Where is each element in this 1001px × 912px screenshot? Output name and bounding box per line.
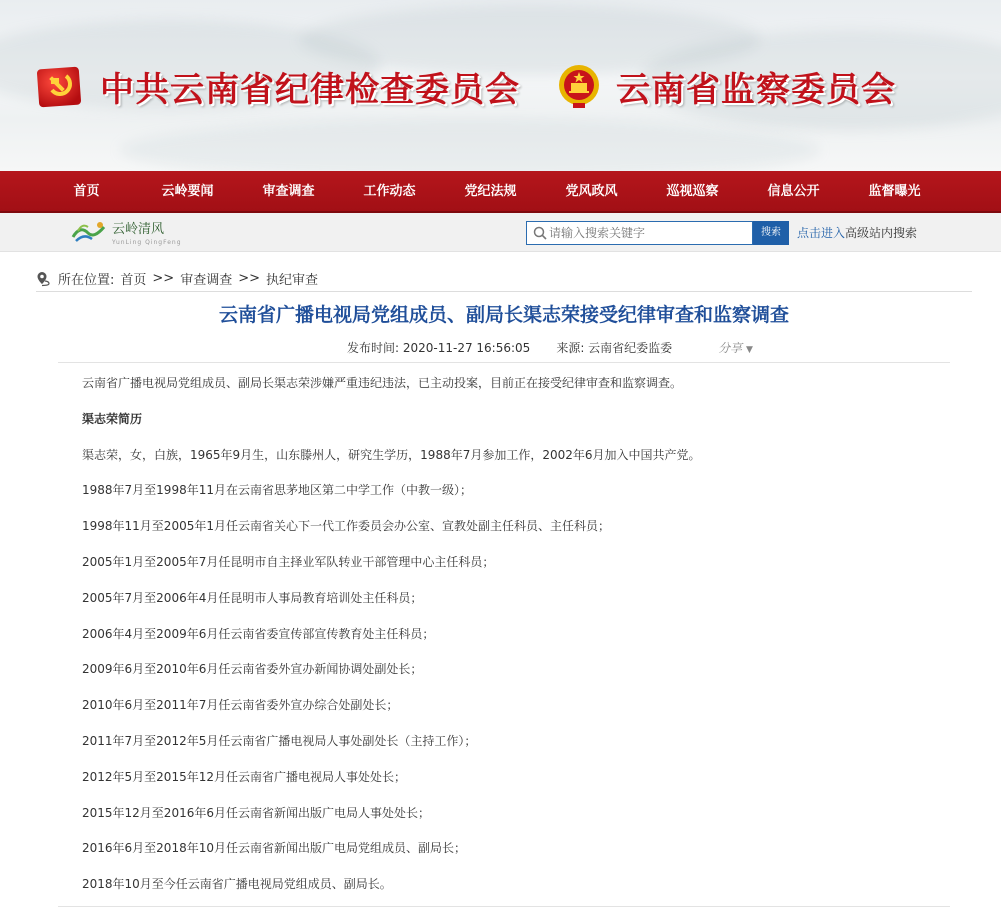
resume-item: 2012年5月至2015年12月任云南省广播电视局人事处处长； [82,769,406,784]
publish-time: 发布时间: 2020-11-27 16:56:05 [347,341,531,355]
article-title: 云南省广播电视局党组成员、副局长渠志荣接受纪律审查和监察调查 [218,304,789,326]
resume-item: 2011年7月至2012年5月任云南省广播电视局人事处副处长（主持工作）； [82,733,477,748]
resume-item: 2018年10月至今任云南省广播电视局党组成员、副局长。 [82,877,392,892]
nav-item-home[interactable]: 首页 [73,184,100,199]
search-field-wrapper [526,221,753,245]
resume-item: 2015年12月至2016年6月任云南省新闻出版广电局人事处处长； [82,805,430,820]
location-pin-icon [36,271,52,287]
nav-item-supervision-exposure[interactable]: 监督曝光 [868,184,921,199]
banner-title-right: 云南省监察委员会 [616,70,896,110]
article-body [82,376,952,912]
resume-item: 2005年1月至2005年7月任昆明市自主择业军队转业干部管理中心主任科员； [82,554,495,569]
nav-item-info-disclosure[interactable]: 信息公开 [767,184,820,199]
advanced-search-label: 高级站内搜索 [845,226,918,240]
yunling-qingfeng-logo[interactable] [70,219,182,249]
site-banner [0,0,1001,171]
nav-item-review-investigation[interactable]: 审查调查 [262,184,315,199]
nav-item-work-updates[interactable]: 工作动态 [363,184,416,199]
breadcrumb-label: 所在位置: [58,273,115,288]
article-meta [347,339,753,356]
share-label: 分享 [718,341,743,355]
caret-down-icon: ▼ [746,345,753,355]
divider [58,362,950,363]
nav-item-party-regulations[interactable]: 党纪法规 [464,184,517,199]
nav-item-yunling-news[interactable]: 云岭要闻 [161,184,214,199]
resume-item: 2010年6月至2011年7月任云南省委外宣办综合处副处长； [82,698,399,713]
leaf-logo-icon [70,219,108,249]
nav-item-conduct[interactable]: 党风政风 [565,184,618,199]
mountain-decoration [120,120,820,171]
resume-item: 2009年6月至2010年6月任云南省委外宣办新闻协调处副处长； [82,662,423,677]
search-button[interactable]: 搜索 [753,221,789,245]
breadcrumb [36,266,972,292]
share-button[interactable] [718,339,753,356]
national-emblem-icon [556,63,602,111]
resume-item: 2016年6月至2018年10月任云南省新闻出版广电局党组成员、副局长； [82,841,466,856]
article-source: 来源: 云南省纪委监委 [556,341,673,355]
logo-subtext: YunLing QingFeng [112,238,182,246]
search-input[interactable] [547,222,752,244]
article-paragraph: 渠志荣，女，白族，1965年9月生，山东滕州人，研究生学历，1988年7月参加工作，2002年6月加入中国共产党。 [82,447,701,462]
resume-item: 2005年7月至2006年4月任昆明市人事局教育培训处主任科员； [82,590,423,605]
resume-item: 1988年7月至1998年11月在云南省思茅地区第二中学工作（中教一级）； [82,483,472,498]
nav-item-inspection[interactable]: 巡视巡察 [666,184,719,199]
article-paragraph: 云南省广播电视局党组成员、副局长渠志荣涉嫌严重违纪违法，已主动投案，目前正在接受纪律审查和监察调查。 [82,376,683,390]
party-emblem-icon [36,64,82,110]
article-subheading: 渠志荣简历 [82,411,143,426]
main-nav [0,171,1001,213]
advanced-search-link[interactable]: 点击进入 [797,226,846,240]
resume-item: 2006年4月至2009年6月任云南省委宣传部宣传教育处主任科员； [82,626,435,641]
breadcrumb-review-investigation[interactable]: 审查调查 [180,273,233,288]
breadcrumb-discipline-review[interactable]: 执纪审查 [266,273,319,288]
breadcrumb-separator: >> [152,271,175,286]
resume-item: 1998年11月至2005年1月任云南省关心下一代工作委员会办公室、宣教处副主任科员、主任科员； [82,519,610,534]
breadcrumb-home[interactable]: 首页 [120,273,147,288]
divider [58,906,950,907]
breadcrumb-separator: >> [238,271,261,286]
banner-title-left: 中共云南省纪律检查委员会 [100,70,520,110]
search-icon [533,226,547,240]
logo-text: 云岭清风 [112,221,165,237]
advanced-search [797,224,917,241]
